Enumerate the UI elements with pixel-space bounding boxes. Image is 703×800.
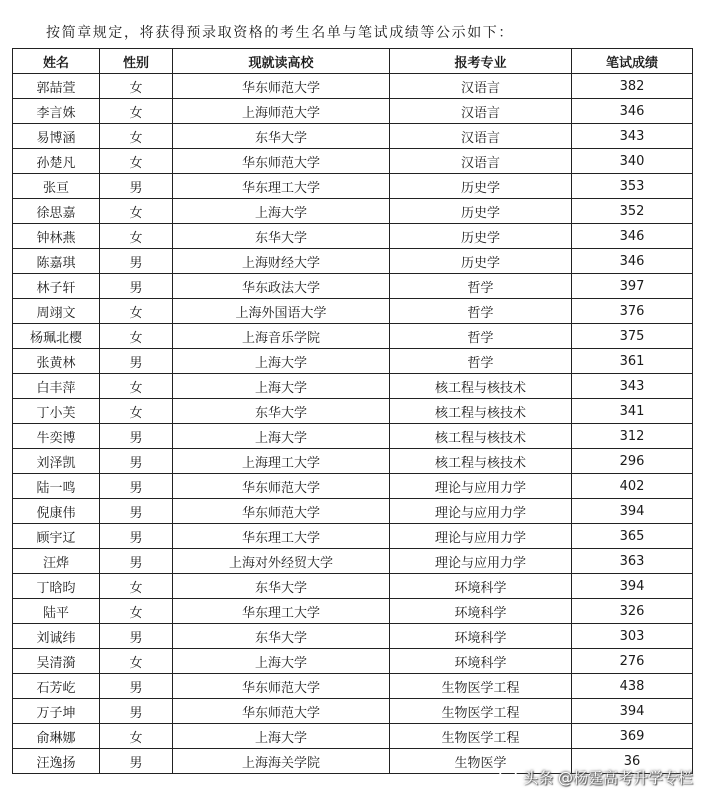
cell-major: 理论与应用力学 [390, 524, 572, 549]
cell-name: 汪烨 [13, 549, 100, 574]
cell-gender: 男 [100, 349, 173, 374]
cell-gender: 女 [100, 124, 173, 149]
cell-major: 哲学 [390, 299, 572, 324]
cell-name: 丁晗昀 [13, 574, 100, 599]
table-row [13, 549, 693, 574]
cell-score: 369 [572, 724, 693, 749]
cell-gender: 女 [100, 224, 173, 249]
cell-name: 杨珮北樱 [13, 324, 100, 349]
watermark [498, 767, 693, 788]
table-row [13, 124, 693, 149]
cell-school: 华东师范大学 [173, 699, 390, 724]
cell-major: 理论与应用力学 [390, 474, 572, 499]
cell-name: 吴清漪 [13, 649, 100, 674]
cell-school: 华东理工大学 [173, 174, 390, 199]
cell-name: 陆一鸣 [13, 474, 100, 499]
cell-gender: 男 [100, 174, 173, 199]
cell-gender: 男 [100, 699, 173, 724]
cell-gender: 男 [100, 674, 173, 699]
cell-gender: 女 [100, 324, 173, 349]
cell-score: 303 [572, 624, 693, 649]
cell-gender: 男 [100, 274, 173, 299]
cell-name: 顾宇辽 [13, 524, 100, 549]
table-row [13, 249, 693, 274]
cell-school: 上海大学 [173, 199, 390, 224]
cell-score: 340 [572, 149, 693, 174]
cell-school: 上海音乐学院 [173, 324, 390, 349]
header-major: 报考专业 [390, 49, 572, 74]
cell-school: 华东师范大学 [173, 474, 390, 499]
cell-score: 365 [572, 524, 693, 549]
cell-major: 汉语言 [390, 149, 572, 174]
cell-score: 36 [572, 749, 693, 774]
cell-score: 376 [572, 299, 693, 324]
cell-gender: 女 [100, 599, 173, 624]
table-row [13, 74, 693, 99]
cell-score: 343 [572, 374, 693, 399]
cell-score: 382 [572, 74, 693, 99]
cell-school: 上海大学 [173, 374, 390, 399]
cell-name: 张亘 [13, 174, 100, 199]
intro-text: 按简章规定，将获得预录取资格的考生名单与笔试成绩等公示如下： [46, 25, 514, 41]
cell-school: 华东师范大学 [173, 74, 390, 99]
cell-score: 276 [572, 649, 693, 674]
cell-gender: 女 [100, 299, 173, 324]
header-school: 现就读高校 [173, 49, 390, 74]
cell-school: 华东师范大学 [173, 674, 390, 699]
cell-major: 哲学 [390, 349, 572, 374]
cell-school: 华东师范大学 [173, 149, 390, 174]
cell-name: 李言姝 [13, 99, 100, 124]
table-row [13, 499, 693, 524]
cell-score: 363 [572, 549, 693, 574]
table-row [13, 674, 693, 699]
table-row [13, 174, 693, 199]
cell-gender: 女 [100, 649, 173, 674]
cell-major: 哲学 [390, 274, 572, 299]
cell-school: 上海外国语大学 [173, 299, 390, 324]
cell-major: 哲学 [390, 324, 572, 349]
header-name: 姓名 [13, 49, 100, 74]
cell-score: 375 [572, 324, 693, 349]
cell-school: 上海财经大学 [173, 249, 390, 274]
cell-score: 394 [572, 499, 693, 524]
cell-score: 312 [572, 424, 693, 449]
cell-school: 上海海关学院 [173, 749, 390, 774]
cell-score: 346 [572, 224, 693, 249]
cell-gender: 女 [100, 399, 173, 424]
cell-gender: 男 [100, 424, 173, 449]
cell-gender: 男 [100, 524, 173, 549]
table-row [13, 349, 693, 374]
cell-name: 徐思嘉 [13, 199, 100, 224]
cell-major: 生物医学工程 [390, 699, 572, 724]
cell-gender: 男 [100, 474, 173, 499]
cell-school: 华东师范大学 [173, 499, 390, 524]
cell-school: 上海师范大学 [173, 99, 390, 124]
cell-name: 刘诚纬 [13, 624, 100, 649]
cell-school: 上海对外经贸大学 [173, 549, 390, 574]
cell-name: 白丰萍 [13, 374, 100, 399]
cell-name: 周翊文 [13, 299, 100, 324]
cell-gender: 女 [100, 374, 173, 399]
cell-school: 上海理工大学 [173, 449, 390, 474]
cell-school: 东华大学 [173, 224, 390, 249]
table-row [13, 149, 693, 174]
cell-major: 历史学 [390, 249, 572, 274]
cell-score: 438 [572, 674, 693, 699]
table-row [13, 224, 693, 249]
cell-score: 353 [572, 174, 693, 199]
cell-school: 上海大学 [173, 424, 390, 449]
cell-gender: 女 [100, 724, 173, 749]
cell-major: 理论与应用力学 [390, 549, 572, 574]
table-row [13, 524, 693, 549]
cell-major: 生物医学工程 [390, 674, 572, 699]
table-row [13, 299, 693, 324]
cell-name: 陈嘉琪 [13, 249, 100, 274]
cell-score: 346 [572, 99, 693, 124]
table-row [13, 274, 693, 299]
cell-score: 352 [572, 199, 693, 224]
table-row [13, 424, 693, 449]
cell-major: 环境科学 [390, 599, 572, 624]
cell-name: 易博涵 [13, 124, 100, 149]
cell-score: 402 [572, 474, 693, 499]
cell-school: 东华大学 [173, 574, 390, 599]
cell-gender: 女 [100, 74, 173, 99]
cell-score: 397 [572, 274, 693, 299]
cell-school: 华东政法大学 [173, 274, 390, 299]
cell-name: 林子轩 [13, 274, 100, 299]
table-row [13, 374, 693, 399]
cell-name: 钟林燕 [13, 224, 100, 249]
cell-major: 核工程与核技术 [390, 374, 572, 399]
cell-name: 牛奕博 [13, 424, 100, 449]
cell-school: 东华大学 [173, 124, 390, 149]
cell-score: 296 [572, 449, 693, 474]
cell-major: 环境科学 [390, 624, 572, 649]
cell-major: 环境科学 [390, 574, 572, 599]
cell-gender: 男 [100, 499, 173, 524]
cell-major: 历史学 [390, 224, 572, 249]
cell-score: 346 [572, 249, 693, 274]
cell-school: 上海大学 [173, 724, 390, 749]
cell-school: 上海大学 [173, 649, 390, 674]
cell-major: 核工程与核技术 [390, 399, 572, 424]
header-score: 笔试成绩 [572, 49, 693, 74]
cell-score: 361 [572, 349, 693, 374]
cell-name: 孙楚凡 [13, 149, 100, 174]
table-row [13, 399, 693, 424]
cell-name: 张黄林 [13, 349, 100, 374]
cell-major: 核工程与核技术 [390, 449, 572, 474]
cell-school: 东华大学 [173, 624, 390, 649]
header-gender: 性别 [100, 49, 173, 74]
cell-gender: 男 [100, 249, 173, 274]
cell-gender: 女 [100, 149, 173, 174]
cell-name: 石芳屹 [13, 674, 100, 699]
cell-gender: 女 [100, 199, 173, 224]
cell-score: 394 [572, 574, 693, 599]
cell-school: 上海大学 [173, 349, 390, 374]
cell-name: 万子坤 [13, 699, 100, 724]
cell-score: 343 [572, 124, 693, 149]
cell-gender: 男 [100, 549, 173, 574]
cell-major: 生物医学 [390, 749, 572, 774]
cell-name: 郭喆萱 [13, 74, 100, 99]
table-row [13, 624, 693, 649]
table-row [13, 649, 693, 674]
cell-name: 俞琳娜 [13, 724, 100, 749]
table-row [13, 99, 693, 124]
cell-school: 华东理工大学 [173, 599, 390, 624]
cell-score: 341 [572, 399, 693, 424]
table-body [13, 74, 693, 774]
table-row [13, 699, 693, 724]
cell-name: 倪康伟 [13, 499, 100, 524]
cell-major: 历史学 [390, 174, 572, 199]
cell-score: 326 [572, 599, 693, 624]
table-header-row [13, 49, 693, 74]
table-row [13, 449, 693, 474]
admission-roster-table [12, 48, 693, 774]
cell-school: 东华大学 [173, 399, 390, 424]
cell-major: 核工程与核技术 [390, 424, 572, 449]
cell-gender: 男 [100, 749, 173, 774]
cell-major: 理论与应用力学 [390, 499, 572, 524]
cell-gender: 男 [100, 449, 173, 474]
table-row [13, 324, 693, 349]
cell-score: 394 [572, 699, 693, 724]
cell-school: 华东理工大学 [173, 524, 390, 549]
cell-gender: 女 [100, 99, 173, 124]
table-row [13, 724, 693, 749]
cell-name: 丁小芙 [13, 399, 100, 424]
watermark-text: 头条 @杨霆高考升学专栏 [523, 769, 693, 787]
table-row [13, 574, 693, 599]
cell-major: 生物医学工程 [390, 724, 572, 749]
cell-major: 汉语言 [390, 74, 572, 99]
cell-major: 历史学 [390, 199, 572, 224]
cell-gender: 女 [100, 574, 173, 599]
cell-major: 环境科学 [390, 649, 572, 674]
toutiao-logo-icon [498, 768, 518, 788]
table-row [13, 599, 693, 624]
table-row [13, 199, 693, 224]
cell-major: 汉语言 [390, 99, 572, 124]
cell-name: 刘泽凯 [13, 449, 100, 474]
cell-gender: 男 [100, 624, 173, 649]
cell-name: 陆平 [13, 599, 100, 624]
cell-major: 汉语言 [390, 124, 572, 149]
table-row [13, 474, 693, 499]
cell-name: 汪逸扬 [13, 749, 100, 774]
